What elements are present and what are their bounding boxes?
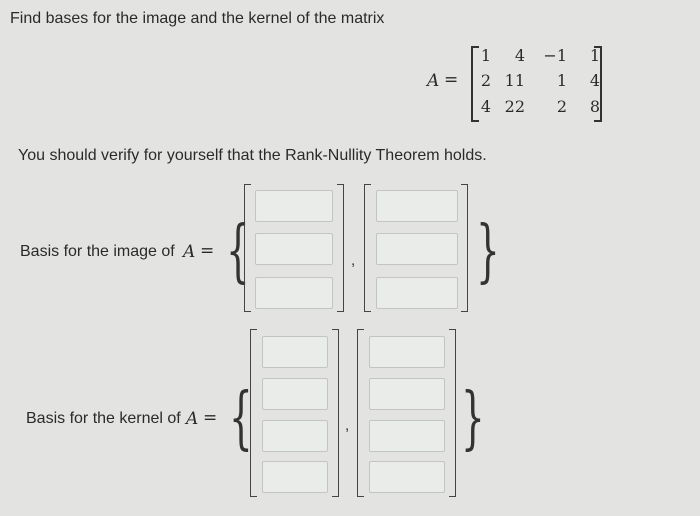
matrix-cell: 22	[504, 97, 525, 116]
kernel-open-brace: {	[229, 379, 253, 458]
matrix-cell: 1	[556, 71, 567, 90]
matrix-cell: 4	[514, 46, 525, 65]
problem-prompt: Find bases for the image and the kernel of the matrix	[10, 10, 385, 27]
kernel-vector-2-entry-4[interactable]	[369, 461, 445, 493]
image-vector-2-entry-1[interactable]	[376, 190, 458, 222]
image-basis-var: A	[183, 242, 196, 262]
kernel-basis-label: Basis for the kernel of	[26, 410, 181, 427]
kernel-separator: ,	[345, 417, 350, 434]
image-vector-2-entry-2[interactable]	[376, 233, 458, 265]
image-separator: ,	[351, 252, 356, 269]
matrix-label: A	[427, 71, 440, 91]
matrix-cell: −1	[543, 46, 567, 65]
matrix-cell: 1	[480, 46, 491, 65]
image-vector-1-right-bracket	[337, 184, 344, 312]
image-close-brace: }	[476, 212, 500, 291]
image-basis-equals: =	[200, 241, 215, 261]
matrix-cell: 8	[589, 97, 600, 116]
kernel-close-brace: }	[461, 379, 485, 458]
matrix-cell: 1	[589, 46, 600, 65]
image-vector-2-left-bracket	[364, 184, 371, 312]
image-vector-1-left-bracket	[244, 184, 251, 312]
kernel-vector-2-right-bracket	[449, 329, 456, 497]
image-vector-1-entry-3[interactable]	[255, 277, 333, 309]
kernel-vector-1-entry-1[interactable]	[262, 336, 328, 368]
kernel-vector-2-entry-3[interactable]	[369, 420, 445, 452]
image-vector-1-entry-1[interactable]	[255, 190, 333, 222]
image-open-brace: {	[226, 212, 250, 291]
image-vector-2-right-bracket	[461, 184, 468, 312]
image-vector-2-entry-3[interactable]	[376, 277, 458, 309]
matrix-cell: 4	[589, 71, 600, 90]
matrix-cell: 2	[480, 71, 491, 90]
kernel-vector-1-entry-2[interactable]	[262, 378, 328, 410]
image-basis-label: Basis for the image of	[20, 243, 175, 260]
rank-nullity-hint: You should verify for yourself that the Rank-Nullity Theorem holds.	[18, 147, 487, 164]
kernel-vector-2-left-bracket	[357, 329, 364, 497]
kernel-basis-equals: =	[203, 408, 218, 428]
kernel-vector-1-left-bracket	[250, 329, 257, 497]
image-vector-1-entry-2[interactable]	[255, 233, 333, 265]
kernel-vector-1-right-bracket	[332, 329, 339, 497]
matrix-cell: 4	[480, 97, 491, 116]
kernel-basis-var: A	[186, 409, 199, 429]
kernel-vector-2-entry-2[interactable]	[369, 378, 445, 410]
matrix-cell: 2	[556, 97, 567, 116]
kernel-vector-2-entry-1[interactable]	[369, 336, 445, 368]
kernel-vector-1-entry-4[interactable]	[262, 461, 328, 493]
matrix-cell: 11	[504, 71, 525, 90]
kernel-vector-1-entry-3[interactable]	[262, 420, 328, 452]
matrix-equals: =	[444, 70, 459, 90]
